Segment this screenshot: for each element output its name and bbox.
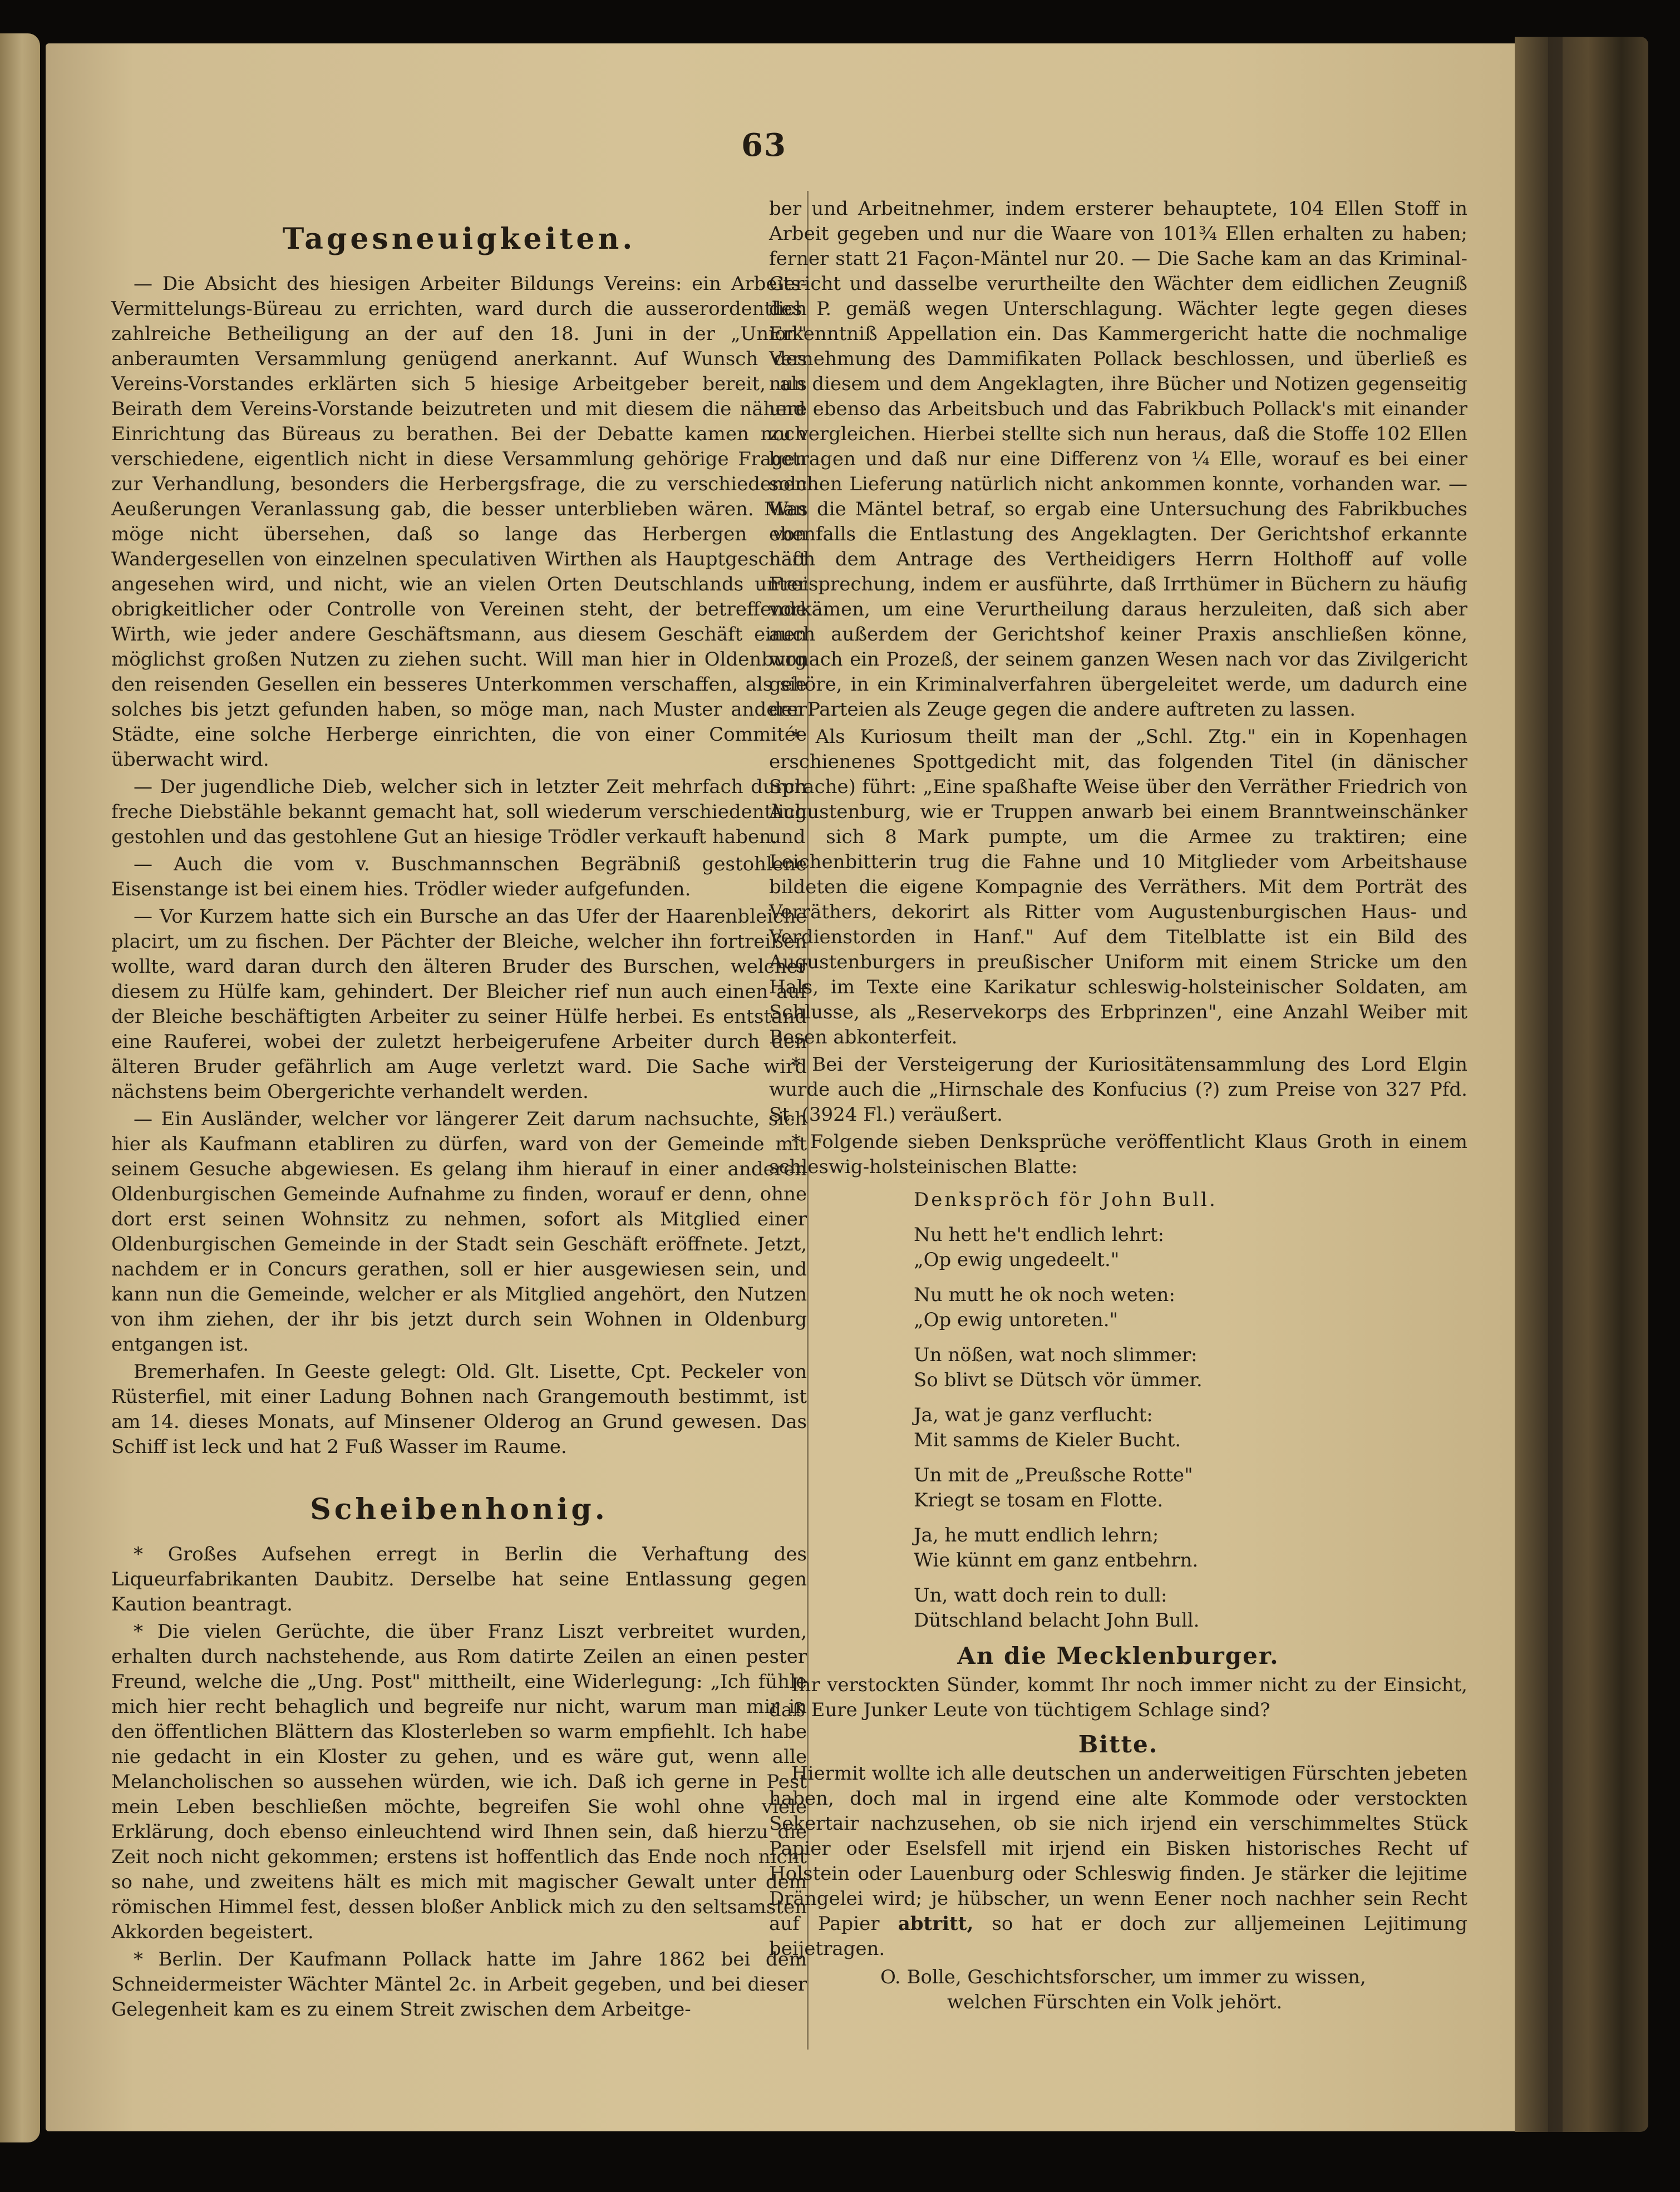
headline-scheibenhonig: Scheibenhonig. [310, 1492, 608, 1526]
article-paragraph: * Die vielen Gerüchte, die über Franz Liszt verbreitet wurden, erhalten durch nachstehende, aus Rom datirte Zeilen an einen pester Freund, welche die „Ung. Post" mittheilt, eine Widerlegung: „Ich fühle mich hier recht behaglich und begreife nur nicht, warum man mir in den öffentlichen Blättern das Klosterleben so warm empfiehlt. Ich habe nie gedacht in ein Kloster zu gehen, und es wäre gut, wenn alle Melancholischen so aussehen würden, wie ich. Daß ich gerne in Pest mein Leben beschließen möchte, begreifen Sie wohl ohne viele Erklärung, doch ebenso einleuchtend wird Ihnen sein, daß hierzu die Zeit noch nicht gekommen; erstens ist hoffentlich das Ende noch nicht so nahe, und zweitens hält es mich mit magischer Gewalt unter dem römischen Himmel fest, dessen bloßer Anblick mich zu den seltsamsten Akkorden begeistert. [111, 1620, 807, 1943]
verse-title: Denkspröch för John Bull. [914, 1189, 1218, 1211]
book-binding [1515, 37, 1648, 2132]
verse-line: So blivt se Dütsch vör ümmer. [914, 1369, 1203, 1391]
article-paragraph: Ihr verstockten Sünder, kommt Ihr noch immer nicht zu der Einsicht, daß Eure Junker Leute von tüchtigem Schlage sind? [769, 1674, 1467, 1721]
headline-tagesneuigkeiten: Tagesneuigkeiten. [282, 222, 636, 256]
page-number: 63 [741, 127, 787, 164]
verse-stanza [769, 1583, 1467, 1633]
newspaper-page [46, 43, 1515, 2131]
signature [769, 1965, 1467, 2015]
article-paragraph: — Ein Ausländer, welcher vor längerer Zeit darum nachsuchte, sich hier als Kaufmann etabliren zu dürfen, ward von der Gemeinde mit seinem Gesuche abgewiesen. Es gelang ihm hierauf in einer anderen Oldenburgischen Gemeinde Aufnahme zu finden, worauf er denn, ohne dort erst seinen Wohnsitz zu nehmen, sofort als Mitglied einer Oldenburgischen Gemeinde in der Stadt sein Geschäft eröffnete. Jetzt, nachdem er in Concurs gerathen, soll er hier ausgewiesen sein, und kann nun die Gemeinde, welcher er als Mitglied angehört, den Nutzen von ihm ziehen, der ihr bis jetzt durch sein Wohnen in Oldenburg entgangen ist. [111, 1108, 807, 1356]
article-paragraph: — Vor Kurzem hatte sich ein Bursche an das Ufer der Haarenbleiche placirt, um zu fischen. Der Pächter der Bleiche, welcher ihn fortreißen wollte, ward daran durch den älteren Bruder des Burschen, welcher diesem zu Hülfe kam, gehindert. Der Bleicher rief nun auch einen auf der Bleiche beschäftigten Arbeiter zu seiner Hülfe herbei. Es entstand eine Rauferei, wobei der zuletzt herbeigerufene Arbeiter durch den älteren Bruder gefährlich am Auge verletzt ward. Die Sache wird nächstens beim Obergerichte verhandelt werden. [111, 905, 807, 1103]
verse-stanza [769, 1223, 1467, 1273]
verse-stanza [769, 1343, 1467, 1393]
bitte-text: Hiermit wollte ich alle deutschen un anderweitigen Fürschten jebeten haben, doch mal in irgend eine alte Kommode oder verstockten Sekertair nachzusehen, ob sie nich irjend ein verschimmeltes Stück Papier oder Eselsfell mit irjend ein Bisken historisches Recht uf Holstein oder Lauenburg oder Schleswig finden. Je stärker die lejitime Drängelei wird; je hübscher, un wenn Eener noch nachher sein Recht auf Papier [769, 1762, 1467, 1935]
verse-line: Ja, wat je ganz verflucht: [914, 1404, 1153, 1426]
verse-line: Nu hett he't endlich lehrt: [914, 1224, 1164, 1246]
article-paragraph: * Als Kuriosum theilt man der „Schl. Ztg." ein in Kopenhagen erschienenes Spottgedicht mit, das folgenden Titel (in dänischer Sprache) führt: „Eine spaßhafte Weise über den Verräther Friedrich von Augustenburg, wie er Truppen anwarb bei einem Branntweinschänker und sich 8 Mark pumpte, um die Armee zu traktiren; eine Leichenbitterin trug die Fahne und 10 Mitglieder vom Arbeitshause bildeten die eigene Kompagnie des Verräthers. Mit dem Porträt des Verräthers, dekorirt als Ritter vom Augustenburgischen Haus- und Verdienstorden in Hanf." Auf dem Titelblatte ist ein Bild des Augustenburgers in preußischer Uniform mit einem Stricke um den Hals, im Texte eine Karikatur schleswig-holsteinischer Soldaten, am Schlusse, als „Reservekorps des Erbprinzen", eine Anzahl Weiber mit Besen abkonterfeit. [769, 726, 1467, 1048]
article-paragraph [769, 1761, 1467, 1962]
verse-line: Dütschland belacht John Bull. [914, 1609, 1200, 1632]
article-paragraph: ber und Arbeitnehmer, indem ersterer behauptete, 104 Ellen Stoff in Arbeit gegeben und nur die Waare von 101¾ Ellen erhalten zu haben; ferner statt 21 Façon-Mäntel nur 20. — Die Sache kam an das Kriminal-Gericht und dasselbe verurtheilte den Wächter dem eidlichen Zeugniß des P. gemäß wegen Unterschlagung. Wächter legte gegen dieses Erkenntniß Appellation ein. Das Kammergericht hatte die nochmalige Vernehmung des Dammifikaten Pollack beschlossen, und überließ es nun diesem und dem Angeklagten, ihre Bücher und Notizen gegenseitig und ebenso das Arbeitsbuch und das Fabrikbuch Pollack's mit einander zu vergleichen. Hierbei stellte sich nun heraus, daß die Stoffe 102 Ellen betragen und daß nur eine Differenz von ¼ Elle, worauf es bei einer solchen Lieferung natürlich nicht ankommen konnte, vorhanden war. — Was die Mäntel betraf, so ergab eine Untersuchung des Fabrikbuches ebenfalls die Entlastung des Angeklagten. Der Gerichtshof erkannte nach dem Antrage des Vertheidigers Herrn Holthoff auf volle Freisprechung, indem er ausführte, daß Irrthümer in Büchern zu häufig vorkämen, um eine Verurtheilung daraus herzuleiten, daß sich aber auch außerdem der Gerichtshof keiner Praxis anschließen könne, wonach ein Prozeß, der seinem ganzen Wesen nach vor das Zivilgericht gehöre, in ein Kriminalverfahren übergeleitet werde, um dadurch eine der Parteien als Zeuge gegen die andere auftreten zu lassen. [769, 198, 1467, 721]
verse-line: „Op ewig untoreten." [914, 1309, 1119, 1331]
bitte-bold-word: abtritt, [898, 1913, 974, 1935]
article-paragraph: — Die Absicht des hiesigen Arbeiter Bildungs Vereins: ein Arbeits-Vermittelungs-Büreau zu errichten, ward durch die ausserordentlich zahlreiche Betheiligung an der auf den 18. Juni in der „Union" anberaumten Versammlung genügend anerkannt. Auf Wunsch des Vereins-Vorstandes erklärten sich 5 hiesige Arbeitgeber bereit, als Beirath dem Vereins-Vorstande beizutreten und mit diesem die nähere Einrichtung das Büreaus zu berathen. Bei der Debatte kamen noch verschiedene, eigentlich nicht in diese Versammlung gehörige Fragen zur Verhandlung, besonders die Herbergsfrage, die zu verschiedenen Aeußerungen Veranlassung gab, die besser unterblieben wären. Man möge nicht übersehen, daß so lange das Herbergen von Wandergesellen von einzelnen speculativen Wirthen als Hauptgeschäft angesehen wird, und nicht, wie an vielen Orten Deutschlands unter obrigkeitlicher oder Controlle von Vereinen steht, der betreffende Wirth, wie jeder andere Geschäftsmann, aus diesem Geschäft einen möglichst großen Nutzen zu ziehen sucht. Will man hier in Oldenburg den reisenden Gesellen ein besseres Unterkommen verschaffen, als sie solches bis jetzt gefunden haben, so möge man, nach Muster anderer Städte, eine solche Herberge einrichten, die von einer Commitée überwacht wird. [111, 273, 807, 771]
verse-line: Mit samms de Kieler Bucht. [914, 1429, 1181, 1451]
verse-stanza [769, 1403, 1467, 1453]
verse-line: „Op ewig ungedeelt." [914, 1249, 1120, 1271]
left-column [111, 210, 807, 2024]
verse-line: Nu mutt he ok noch weten: [914, 1284, 1175, 1306]
verse-line: Wie künnt em ganz entbehrn. [914, 1549, 1199, 1572]
right-column [769, 196, 1467, 2015]
bitte-text-end: so hat er doch zur alljemeinen Lejitimung beijetragen. [769, 1913, 1467, 1960]
verse-line: Un mit de „Preußsche Rotte" [914, 1464, 1193, 1486]
signature-line: O. Bolle, Geschichtsforscher, um immer zu wissen, [880, 1966, 1366, 1988]
binding-stripe [1548, 37, 1563, 2132]
verse-line: Kriegt se tosam en Flotte. [914, 1489, 1164, 1511]
article-paragraph: * Berlin. Der Kaufmann Pollack hatte im Jahre 1862 bei dem Schneidermeister Wächter Mäntel 2c. in Arbeit gegeben, und bei dieser Gelegenheit kam es zu einem Streit zwischen dem Arbeitge- [111, 1948, 807, 2021]
article-paragraph: * Folgende sieben Denksprüche veröffentlicht Klaus Groth in einem schleswig-holsteinischen Blatte: [769, 1131, 1467, 1178]
verse-stanza [769, 1283, 1467, 1333]
verse-line: Un, watt doch rein to dull: [914, 1584, 1167, 1607]
verse-stanza [769, 1523, 1467, 1573]
article-paragraph: — Auch die vom v. Buschmannschen Begräbniß gestohlene Eisenstange ist bei einem hies. Trödler wieder aufgefunden. [111, 853, 807, 900]
previous-page-edge [0, 33, 40, 2142]
article-paragraph: * Großes Aufsehen erregt in Berlin die Verhaftung des Liqueurfabrikanten Daubitz. Derselbe hat seine Entlassung gegen Kaution beantragt. [111, 1543, 807, 1615]
verse-line: Un nößen, wat noch slimmer: [914, 1344, 1198, 1366]
verse-stanza [769, 1463, 1467, 1513]
article-paragraph: * Bei der Versteigerung der Kuriositätensammlung des Lord Elgin wurde auch die „Hirnschale des Konfucius (?) zum Preise von 327 Pfd. St. (3924 Fl.) veräußert. [769, 1053, 1467, 1126]
headline-mecklenburger: An die Mecklenburger. [957, 1642, 1279, 1669]
article-paragraph: Bremerhafen. In Geeste gelegt: Old. Glt. Lisette, Cpt. Peckeler von Rüsterfiel, mit einer Ladung Bohnen nach Grangemouth bestimmt, ist am 14. dieses Monats, auf Minsener Olderog an Grund gewesen. Das Schiff ist leck und hat 2 Fuß Wasser im Raume. [111, 1361, 807, 1458]
verse-line: Ja, he mutt endlich lehrn; [914, 1524, 1159, 1546]
signature-line: welchen Fürschten ein Volk jehört. [947, 1991, 1283, 2013]
headline-bitte: Bitte. [1078, 1731, 1159, 1758]
article-paragraph: — Der jugendliche Dieb, welcher sich in letzter Zeit mehrfach durch freche Diebstähle bekannt gemacht hat, soll wiederum verschiedentlich gestohlen und das gestohlene Gut an hiesige Trödler verkauft haben. [111, 776, 807, 848]
